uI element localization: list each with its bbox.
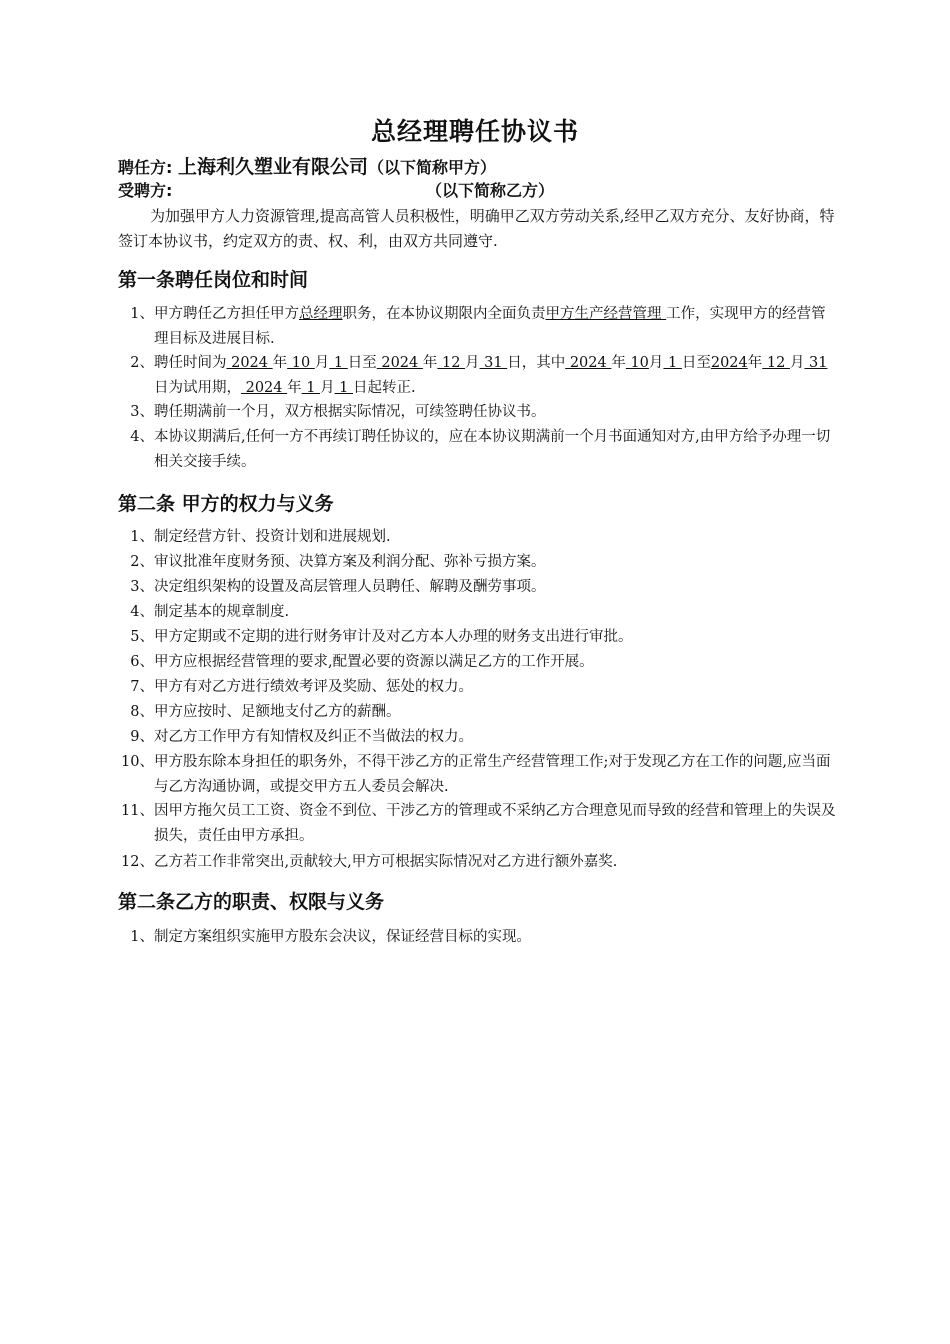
- date-field: 31: [804, 355, 828, 371]
- employee-note: （以下简称乙方）: [425, 181, 554, 200]
- item-number: 2、: [130, 554, 154, 570]
- item-number: 7、: [130, 679, 154, 695]
- section3-heading: 第二条乙方的职责、权限与义务: [118, 891, 385, 913]
- employee-line: [118, 178, 554, 201]
- item-text: 甲方定期或不定期的进行财务审计及对乙方本人办理的财务支出进行审批。: [154, 629, 633, 645]
- intro-paragraph: 为加强甲方人力资源管理,提高高管人员积极性，明确甲乙双方劳动关系,经甲乙双方充分、友好协商，特签订本协议书，约定双方的责、权、利，由双方共同遵守.: [118, 207, 835, 250]
- item-text: 制定经营方针、投资计划和进展规划.: [154, 529, 391, 545]
- item-text: 甲方股东除本身担任的职务外，不得干涉乙方的正常生产经营管理工作;对于发现乙方在工作的问题,应当面与乙方沟通协调，或提交甲方五人委员会解决.: [154, 754, 831, 795]
- item-number: 1、: [130, 929, 154, 945]
- item-number: 3、: [130, 579, 154, 595]
- item-text: 制定基本的规章制度.: [154, 604, 290, 620]
- scope-field: 甲方生产经营管理: [545, 306, 667, 322]
- item-number: 11、: [121, 803, 154, 819]
- item-number: 1、: [130, 529, 154, 545]
- item-text: 制定方案组织实施甲方股东会决议，保证经营目标的实现。: [154, 929, 531, 945]
- date-field: 10: [625, 355, 649, 371]
- section2-item-2: [118, 550, 838, 575]
- item-number: 4、: [130, 429, 154, 445]
- employer-name: 上海利久塑业有限公司: [177, 156, 368, 178]
- item-text: 甲方应按时、足额地支付乙方的薪酬。: [154, 704, 401, 720]
- section2-item-9: [118, 725, 838, 750]
- section2-item-7: [118, 675, 838, 700]
- employer-label: 聘任方:: [118, 158, 173, 177]
- item-text: 乙方若工作非常突出,贡献较大,甲方可根据实际情况对乙方进行额外嘉奖.: [154, 854, 618, 870]
- item-text: 甲方有对乙方进行绩效考评及奖励、惩处的权力。: [154, 679, 473, 695]
- section2-item-5: [118, 625, 838, 650]
- item-number: 4、: [130, 604, 154, 620]
- section2-item-11: [118, 799, 838, 849]
- employee-label: 受聘方:: [118, 181, 173, 200]
- date-field: 2024: [710, 355, 748, 371]
- item-number: 6、: [130, 654, 154, 670]
- date-field: 31: [479, 355, 508, 371]
- date-field: 12: [762, 355, 790, 371]
- date-field: 12: [437, 355, 466, 371]
- item-number: 1、: [130, 306, 154, 322]
- item-number: 12、: [121, 854, 154, 870]
- item-number: 2、: [130, 355, 154, 371]
- item-text: 决定组织架构的设置及高层管理人员聘任、解聘及酬劳事项。: [154, 579, 546, 595]
- document-title: 总经理聘任协议书: [370, 117, 579, 146]
- date-field: 2024: [376, 355, 423, 371]
- section1-item-2: [118, 351, 838, 401]
- section3-item-1: [118, 925, 838, 950]
- item-text: 甲方聘任乙方担任甲方总经理职务，在本协议期限内全面负责甲方生产经营管理 工作，实现甲方的经营管理目标及进展目标.: [154, 306, 826, 347]
- section2-item-3: [118, 575, 838, 600]
- item-text: 对乙方工作甲方有知情权及纠正不当做法的权力。: [154, 729, 473, 745]
- date-field: 1: [334, 380, 354, 396]
- date-field: 2024: [226, 355, 273, 371]
- date-field: 1: [301, 380, 321, 396]
- item-number: 5、: [130, 629, 154, 645]
- item-number: 8、: [130, 704, 154, 720]
- section2-item-6: [118, 650, 838, 675]
- section2-item-12: [118, 850, 838, 875]
- date-field: 1: [663, 355, 682, 371]
- position-field: 总经理: [299, 306, 343, 322]
- employer-line: [118, 152, 496, 179]
- date-field: 1: [329, 355, 348, 371]
- date-field: 2024: [565, 355, 612, 371]
- item-text: 聘任期满前一个月，双方根据实际情况，可续签聘任协议书。: [154, 404, 546, 420]
- section2-heading: 第二条 甲方的权力与义务: [118, 493, 334, 515]
- item-text: 本协议期满后,任何一方不再续订聘任协议的，应在本协议期满前一个月书面通知对方,由甲方给予办理一切相关交接手续。: [154, 429, 831, 470]
- section1-item-3: [118, 400, 838, 425]
- item-number: 3、: [130, 404, 154, 420]
- date-field: 10: [287, 355, 315, 371]
- section2-item-4: [118, 600, 838, 625]
- item-text: 甲方应根据经营管理的要求,配置必要的资源以满足乙方的工作开展。: [154, 654, 594, 670]
- employer-note: （以下简称甲方）: [368, 158, 497, 177]
- section2-item-8: [118, 700, 838, 725]
- date-field: 2024: [241, 380, 288, 396]
- section2-item-1: [118, 525, 838, 550]
- item-number: 9、: [130, 729, 154, 745]
- section1-heading: 第一条聘任岗位和时间: [118, 269, 309, 291]
- section1-item-4: [118, 425, 838, 475]
- item-text: 聘任时间为 2024 年 10 月 1 日至 2024 年 12 月 31 日，其中 2024 年 10月 1 日至2024年 12 月 31 日为试用期， 2024 年 1 月 1 日起转正.: [154, 355, 828, 396]
- section1-item-1: [118, 302, 838, 352]
- item-text: 因甲方拖欠员工工资、资金不到位、干涉乙方的管理或不采纳乙方合理意见而导致的经营和管理上的失误及损失，责任由甲方承担。: [154, 803, 836, 844]
- item-number: 10、: [121, 754, 154, 770]
- item-text: 审议批准年度财务预、决算方案及利润分配、弥补亏损方案。: [154, 554, 546, 570]
- section2-item-10: [118, 750, 838, 800]
